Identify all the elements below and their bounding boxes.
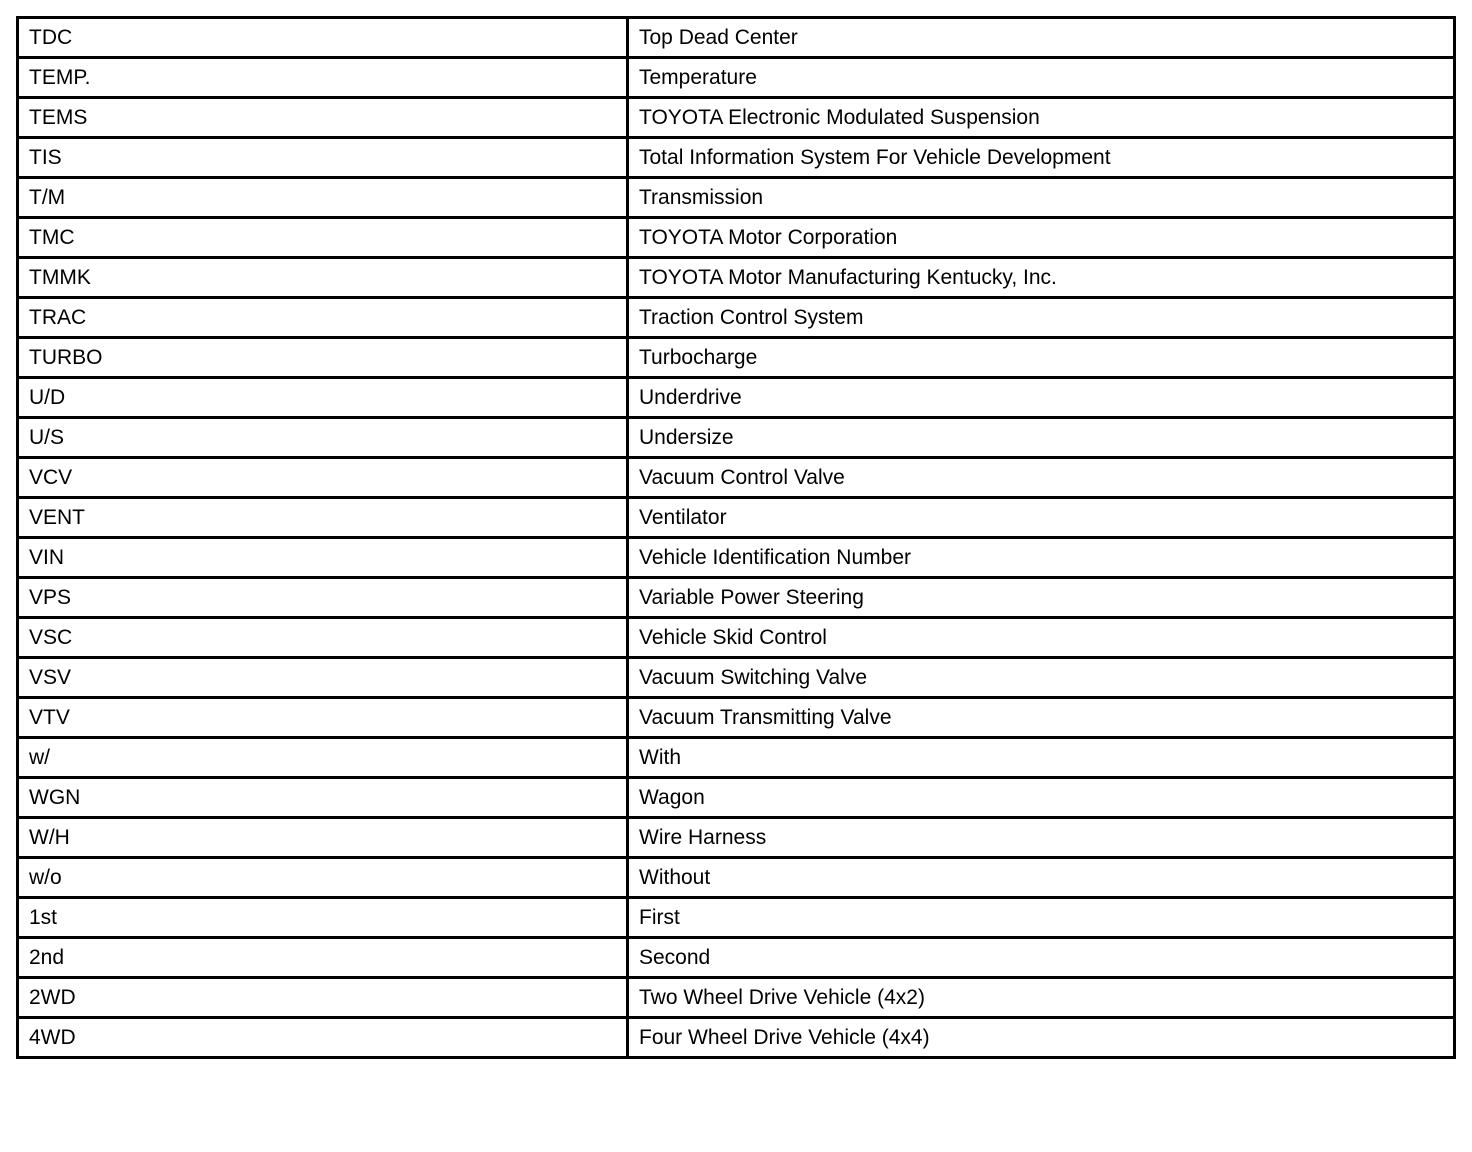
abbreviation-cell: 2nd xyxy=(18,938,628,978)
table-row xyxy=(18,698,1455,738)
abbreviation-cell: T/M xyxy=(18,178,628,218)
abbreviation-cell: TEMS xyxy=(18,98,628,138)
meaning-cell: TOYOTA Motor Corporation xyxy=(628,218,1455,258)
meaning-cell: Wire Harness xyxy=(628,818,1455,858)
table-row xyxy=(18,578,1455,618)
meaning-cell: Four Wheel Drive Vehicle (4x4) xyxy=(628,1018,1455,1058)
table-row xyxy=(18,178,1455,218)
abbreviation-cell: 1st xyxy=(18,898,628,938)
meaning-cell: Vacuum Control Valve xyxy=(628,458,1455,498)
abbreviation-cell: w/o xyxy=(18,858,628,898)
abbreviation-cell: VIN xyxy=(18,538,628,578)
table-row xyxy=(18,618,1455,658)
table-row xyxy=(18,898,1455,938)
table-row xyxy=(18,18,1455,58)
table-row xyxy=(18,658,1455,698)
meaning-cell: Without xyxy=(628,858,1455,898)
abbreviation-table xyxy=(16,16,1456,1059)
table-row xyxy=(18,498,1455,538)
abbreviation-cell: w/ xyxy=(18,738,628,778)
table-row xyxy=(18,218,1455,258)
table-row xyxy=(18,338,1455,378)
abbreviation-cell: TMMK xyxy=(18,258,628,298)
meaning-cell: Vacuum Switching Valve xyxy=(628,658,1455,698)
abbreviation-cell: VTV xyxy=(18,698,628,738)
abbreviation-cell: W/H xyxy=(18,818,628,858)
abbreviation-table-body xyxy=(18,18,1455,1058)
table-row xyxy=(18,458,1455,498)
table-row xyxy=(18,818,1455,858)
abbreviation-cell: TURBO xyxy=(18,338,628,378)
table-row xyxy=(18,258,1455,298)
meaning-cell: Variable Power Steering xyxy=(628,578,1455,618)
meaning-cell: Transmission xyxy=(628,178,1455,218)
meaning-cell: Undersize xyxy=(628,418,1455,458)
meaning-cell: Turbocharge xyxy=(628,338,1455,378)
abbreviation-cell: 2WD xyxy=(18,978,628,1018)
meaning-cell: First xyxy=(628,898,1455,938)
abbreviation-cell: VSC xyxy=(18,618,628,658)
meaning-cell: Total Information System For Vehicle Development xyxy=(628,138,1455,178)
table-row xyxy=(18,858,1455,898)
meaning-cell: Top Dead Center xyxy=(628,18,1455,58)
abbreviation-cell: VSV xyxy=(18,658,628,698)
meaning-cell: Vehicle Identification Number xyxy=(628,538,1455,578)
table-row xyxy=(18,58,1455,98)
meaning-cell: Wagon xyxy=(628,778,1455,818)
meaning-cell: TOYOTA Motor Manufacturing Kentucky, Inc. xyxy=(628,258,1455,298)
abbreviation-cell: TRAC xyxy=(18,298,628,338)
table-row xyxy=(18,98,1455,138)
meaning-cell: Second xyxy=(628,938,1455,978)
table-row xyxy=(18,418,1455,458)
meaning-cell: Temperature xyxy=(628,58,1455,98)
table-row xyxy=(18,138,1455,178)
abbreviation-cell: VPS xyxy=(18,578,628,618)
abbreviation-cell: U/D xyxy=(18,378,628,418)
table-row xyxy=(18,298,1455,338)
table-row xyxy=(18,738,1455,778)
abbreviation-cell: VENT xyxy=(18,498,628,538)
meaning-cell: Vacuum Transmitting Valve xyxy=(628,698,1455,738)
abbreviation-cell: WGN xyxy=(18,778,628,818)
meaning-cell: Vehicle Skid Control xyxy=(628,618,1455,658)
meaning-cell: TOYOTA Electronic Modulated Suspension xyxy=(628,98,1455,138)
table-row xyxy=(18,1018,1455,1058)
table-row xyxy=(18,538,1455,578)
abbreviation-cell: TIS xyxy=(18,138,628,178)
meaning-cell: Underdrive xyxy=(628,378,1455,418)
abbreviation-cell: 4WD xyxy=(18,1018,628,1058)
meaning-cell: Two Wheel Drive Vehicle (4x2) xyxy=(628,978,1455,1018)
abbreviation-cell: U/S xyxy=(18,418,628,458)
meaning-cell: With xyxy=(628,738,1455,778)
abbreviation-cell: TEMP. xyxy=(18,58,628,98)
table-row xyxy=(18,978,1455,1018)
table-row xyxy=(18,378,1455,418)
meaning-cell: Traction Control System xyxy=(628,298,1455,338)
table-row xyxy=(18,778,1455,818)
abbreviation-cell: VCV xyxy=(18,458,628,498)
abbreviation-cell: TDC xyxy=(18,18,628,58)
meaning-cell: Ventilator xyxy=(628,498,1455,538)
table-row xyxy=(18,938,1455,978)
abbreviation-cell: TMC xyxy=(18,218,628,258)
